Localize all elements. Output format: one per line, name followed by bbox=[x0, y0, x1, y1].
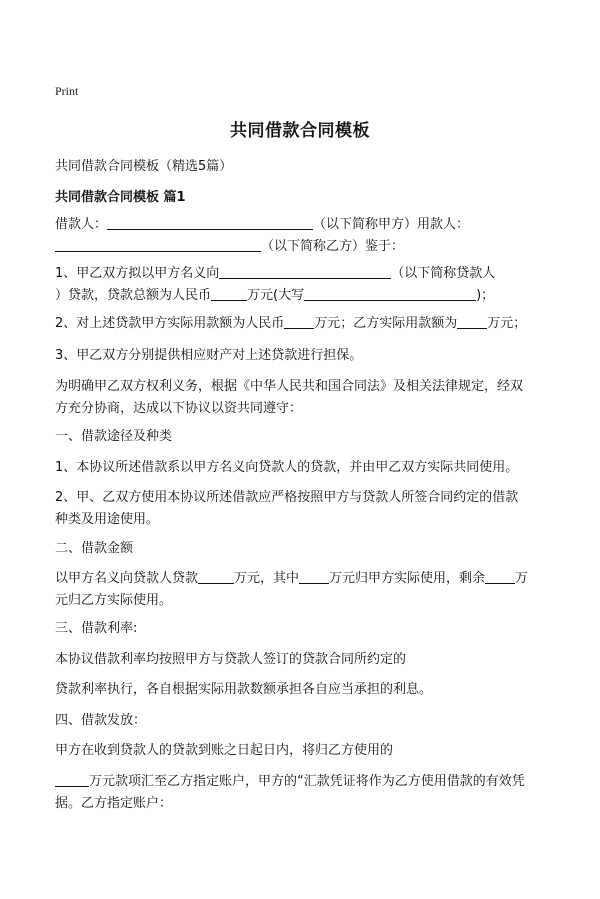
paragraph-line bbox=[55, 236, 545, 258]
blank-line bbox=[304, 286, 476, 301]
text-segment: 万元款项汇至乙方指定账户，甲方的“汇款凭证将作为乙方使用借款的有效凭 bbox=[89, 774, 525, 789]
blank-line bbox=[457, 314, 487, 329]
paragraph-line: 3、甲乙双方分别提供相应财产对上述贷款进行担保。 bbox=[55, 348, 363, 363]
text-segment: 万元归甲方实际使用，剩余 bbox=[329, 571, 486, 586]
blank-line bbox=[55, 237, 261, 252]
print-label: Print bbox=[55, 84, 79, 98]
heading-text: 三、借款利率: bbox=[55, 621, 138, 636]
heading-interest-rate bbox=[55, 618, 545, 640]
text-segment: )； bbox=[476, 288, 495, 303]
paragraph-interest-1 bbox=[55, 649, 545, 671]
paragraph-clause-2 bbox=[55, 313, 545, 335]
blank-line bbox=[299, 569, 329, 584]
heading-loan-disbursement bbox=[55, 710, 545, 732]
paragraph-line: 1、本协议所述借款系以甲方名义向贷款人的贷款，并由甲乙双方实际共同使用。 bbox=[55, 460, 519, 475]
paragraph-loan-type-2 bbox=[55, 487, 545, 531]
blank-line bbox=[211, 286, 247, 301]
paragraph-clause-1 bbox=[55, 263, 545, 307]
paragraph-line: 种类及用途使用。 bbox=[55, 512, 160, 527]
text-segment: 以甲方名义向贷款人贷款 bbox=[55, 571, 199, 586]
text-segment: 万元； bbox=[487, 316, 527, 331]
heading-text: 二、借款金额 bbox=[55, 541, 134, 556]
text-segment: 2、对上述贷款甲方实际用款额为人民币 bbox=[55, 316, 285, 331]
text-segment: 万元(大写 bbox=[247, 288, 305, 303]
text-segment: 借款人： bbox=[55, 217, 108, 232]
text-segment: （以下简称乙方）鉴于： bbox=[261, 239, 405, 254]
paragraph-line bbox=[55, 313, 545, 335]
paragraph-line bbox=[55, 771, 545, 793]
paragraph-line: 2、甲、乙双方使用本协议所述借款应严格按照甲方与贷款人所签合同约定的借款 bbox=[55, 490, 519, 505]
paragraph-borrowers bbox=[55, 214, 545, 258]
heading-text: 一、借款途径及种类 bbox=[55, 429, 173, 444]
blank-line bbox=[284, 314, 314, 329]
paragraph-line: 据。乙方指定账户： bbox=[55, 796, 173, 811]
blank-line bbox=[198, 569, 234, 584]
document-subtitle: 共同借款合同模板（精选5篇） bbox=[55, 159, 233, 174]
paragraph-line bbox=[55, 285, 545, 307]
blank-line bbox=[219, 264, 391, 279]
paragraph-line bbox=[55, 263, 545, 285]
heading-loan-amount bbox=[55, 538, 545, 560]
paragraph-preamble bbox=[55, 376, 545, 420]
text-segment: ）贷款，贷款总额为人民币 bbox=[55, 288, 212, 303]
text-segment: 万元，其中 bbox=[234, 571, 300, 586]
document-title: 共同借款合同模板 bbox=[230, 121, 370, 141]
paragraph-disbursement-2 bbox=[55, 771, 545, 815]
blank-line bbox=[55, 772, 89, 787]
text-segment: 万 bbox=[515, 571, 529, 586]
heading-loan-type bbox=[55, 426, 545, 448]
paragraph-line: 方充分协商，达成以下协议以资共同遵守： bbox=[55, 401, 303, 416]
paragraph-clause-3 bbox=[55, 345, 545, 367]
paragraph-loan-type-1 bbox=[55, 457, 545, 479]
paragraph-line: 元归乙方实际使用。 bbox=[55, 593, 173, 608]
paragraph-interest-2 bbox=[55, 679, 545, 701]
heading-text: 四、借款发放： bbox=[55, 713, 147, 728]
paragraph-line: 甲方在收到贷款人的贷款到账之日起日内，将归乙方使用的 bbox=[55, 743, 394, 758]
text-segment: 万元；乙方实际用款额为 bbox=[314, 316, 458, 331]
paragraph-line bbox=[55, 214, 545, 236]
blank-line bbox=[485, 569, 515, 584]
paragraph-line: 本协议借款利率均按照甲方与贷款人签订的贷款合同所约定的 bbox=[55, 652, 407, 667]
section-title: 共同借款合同模板 篇1 bbox=[55, 190, 186, 205]
text-segment: （以下简称贷款人 bbox=[391, 266, 496, 281]
blank-line bbox=[107, 215, 313, 230]
paragraph-line: 贷款利率执行，各自根据实际用款数额承担各自应当承担的利息。 bbox=[55, 682, 433, 697]
paragraph-line: 为明确甲乙双方权利义务，根据《中华人民共和国合同法》及相关法律规定，经双 bbox=[55, 379, 524, 394]
paragraph-loan-amount bbox=[55, 568, 545, 612]
paragraph-line bbox=[55, 568, 545, 590]
text-segment: （以下简称甲方）用款人： bbox=[313, 217, 470, 232]
paragraph-disbursement-1 bbox=[55, 740, 545, 762]
text-segment: 1、甲乙双方拟以甲方名义向 bbox=[55, 266, 220, 281]
